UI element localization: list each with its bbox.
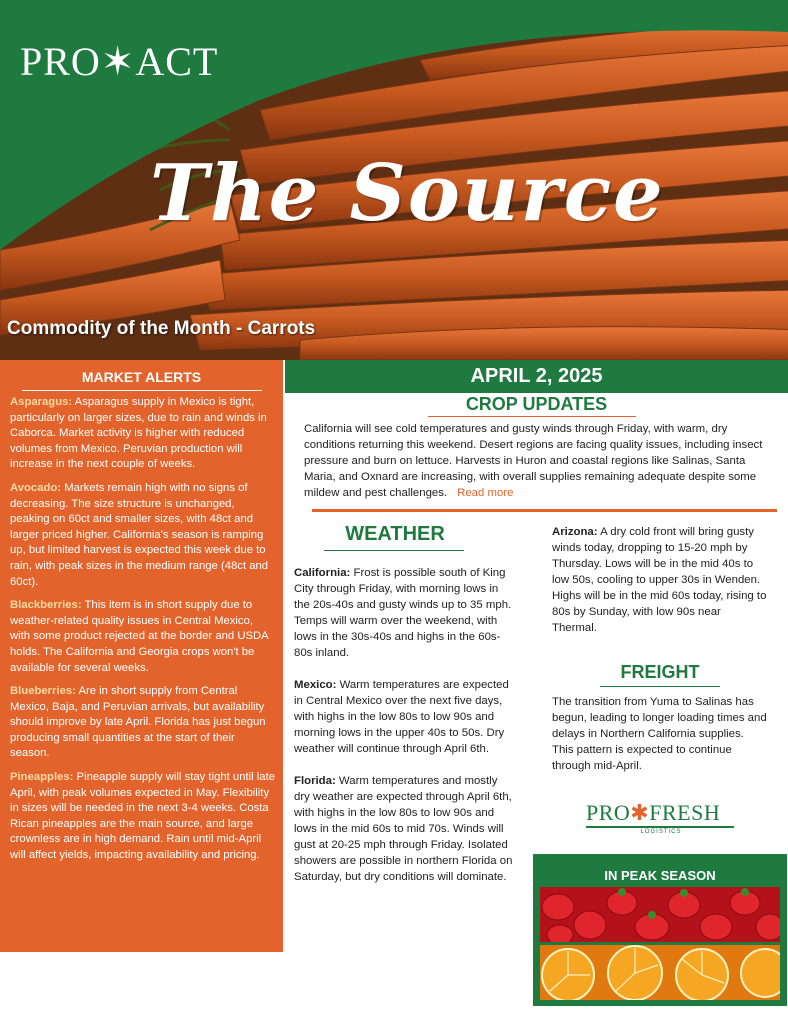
alert-name: Asparagus: [10,396,73,408]
market-alerts-panel [0,360,283,952]
hero-banner [0,0,788,360]
strawberries-image [540,887,780,942]
weather-text: A dry cold front will bring gusty winds today, dropping to 15-20 mph by Thursday. Lows will be in the mid 40s to low 50s, cooling to upper 30s in Wenden. Highs will be in the mid 60s today, rising to 80s by Sunday, with low 90s near Thermal. [552,526,767,634]
peak-season-panel [533,854,787,1006]
alert-name: Blackberries: [10,599,82,612]
weather-text: Warm temperatures and mostly dry weather are expected through April 6th, with highs in the low 80s to low 90s and lows in the mid 60s to mid 70s. Winds will gust at 20-25 mph through Friday. Isolated showers are possible in northern Florida on Saturday, but dry conditions will dominate. [294,775,513,883]
weather-heading: WEATHER [345,523,445,545]
crop-updates-heading: CROP UPDATES [465,394,608,414]
peak-season-heading: IN PEAK SEASON [604,868,716,883]
alert-text: This item is in short supply due to weather-related quality issues in Central Mexico, with some product rejected at the border and USDA holds. The California and Georgia crops won't be available for several weeks. [10,599,269,674]
alert-name: Blueberries: [10,685,76,698]
issue-date: APRIL 2, 2025 [285,360,788,393]
profresh-wordmark [586,800,736,826]
freight-text: The transition from Yuma to Salinas has begun, leading to longer loading times and delays in Northern California supplies. This pattern is expected to continue through mid-April. [552,696,767,772]
alert-text: Are in short supply from Central Mexico, Baja, and Peruvian arrivals, but availability should improve by late April. Florida has just begun producing small quantities at the start of their season. [10,685,266,760]
weather-item [294,773,514,885]
logo-bar [586,826,734,828]
freight-heading: FREIGHT [620,662,700,682]
alert-item [0,598,283,676]
newsletter-title: The Source [150,148,665,239]
region-name: California: [294,567,351,579]
weather-item [294,565,514,661]
star-icon: ✱ [630,800,650,825]
alert-item [0,770,283,864]
alert-text: Asparagus supply in Mexico is tight, particularly on larger sizes, due to rain and winds in Caborca. Market activity is higher with reduced volumes from Mexico. Peruvian production will increase in the next couple of weeks. [10,396,267,471]
read-more-link[interactable]: Read more [457,487,514,499]
weather-column-right [552,524,768,636]
divider [324,550,464,551]
profresh-sub: LOGISTICS [640,829,682,835]
region-name: Arizona: [552,526,598,538]
crop-updates-text [304,421,778,501]
weather-text: Frost is possible south of King City through Friday, with morning lows in the 20s-40s and gusty winds up to 35 mph. Temps will warm over the weekend, with lows in the 30s-40s and highs in the 60s-80s inland. [294,567,512,659]
weather-item [552,524,768,636]
weather-column [294,565,514,901]
profresh-fresh: FRESH [649,800,721,825]
alert-text: Pineapple supply will stay tight until late April, with peak volumes expected in May. Flexibility in sizes will be needed in the next 3-4 weeks. Costa Rican pineapples are the main source, and large crownless are in high demand. Rain until mid-April will affect yields, impacting availability and pricing. [10,771,275,862]
alert-name: Avocado: [10,481,62,494]
weather-text: Warm temperatures are expected in Central Mexico over the next five days, with highs in the low 80s to low 90s and morning lows in the upper 40s to 50s. Dry weather will continue through April 6th. [294,679,509,755]
proact-logo: PRO✶ACT [20,39,219,84]
alert-name: Pineapples: [10,771,74,784]
crop-updates-body: California will see cold temperatures and gusty winds through Friday, with warm, dry conditions returning this weekend. Desert regions are facing quality issues, including insect pressure and burn on lettuce. Harvests in Huron and coastal regions like Salinas, Santa Maria, and Oxnard are increasing, with overall supplies remaining adequate despite some mildew and pest challenges. [304,423,763,499]
divider [428,416,636,417]
region-name: Mexico: [294,679,337,691]
region-name: Florida: [294,775,336,787]
divider [600,686,720,687]
alert-item [0,481,283,590]
weather-item [294,677,514,757]
profresh-pro: PRO [586,800,631,825]
alert-item [0,684,283,762]
profresh-logo [586,800,736,836]
divider [22,390,262,391]
section-divider [312,509,777,512]
commodity-of-month: Commodity of the Month - Carrots [7,318,316,339]
alert-item [0,395,283,473]
alert-text: Markets remain high with no signs of decreasing. The size structure is unchanged, peaking on 60ct and smaller sizes, with 48ct and larger priced higher. California's season is ramping up, but limited harvest is expected this week due to rain, with peak sizes in the medium range (48ct and 60ct). [10,481,269,588]
market-alerts-heading: MARKET ALERTS [81,369,202,385]
oranges-image [540,945,780,1000]
